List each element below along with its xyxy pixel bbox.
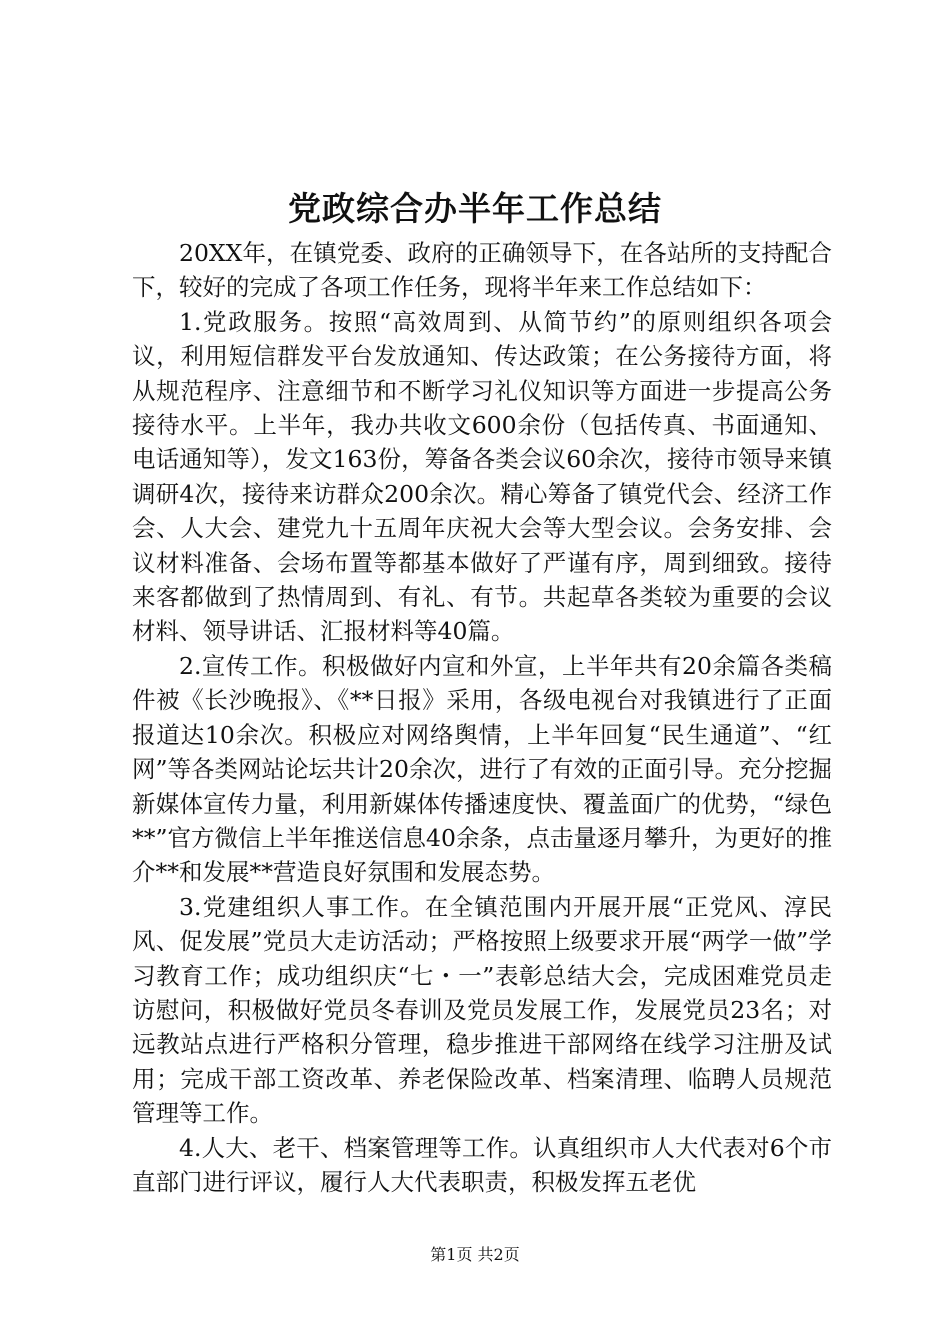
page-number-footer: 第1页 共2页 xyxy=(430,1245,520,1264)
section-1-paragraph: 1.党政服务。按照“高效周到、从简节约”的原则组织各项会议，利用短信群发平台发放通知、传达政策；在公务接待方面，将从规范程序、注意细节和不断学习礼仪知识等方面进一步提高公务接待水平。上半年，我办共收文600余份（包括传真、书面通知、电话通知等），发文163份，筹备各类会议60余次，接待市领导来镇调研4次，接待来访群众200余次。精心筹备了镇党代会、经济工作会、人大会、建党九十五周年庆祝大会等大型会议。会务安排、会议材料准备、会场布置等都基本做好了严谨有序，周到细致。接待来客都做到了热情周到、有礼、有节。共起草各类较为重要的会议材料、领导讲话、汇报材料等40篇。 xyxy=(132,307,832,646)
document-title: 党政综合办半年工作总结 xyxy=(288,189,662,228)
section-3-paragraph: 3.党建组织人事工作。在全镇范围内开展开展“正党风、淳民风、促发展”党员大走访活动；严格按照上级要求开展“两学一做”学习教育工作；成功组织庆“七・一”表彰总结大会，完成困难党员走访慰问，积极做好党员冬春训及党员发展工作，发展党员23名；对远教站点进行严格积分管理，稳步推进干部网络在线学习注册及试用；完成干部工资改革、养老保险改革、档案清理、临聘人员规范管理等工作。 xyxy=(132,892,832,1128)
document-body xyxy=(132,236,832,1199)
section-4-paragraph: 4.人大、老干、档案管理等工作。认真组织市人大代表对6个市直部门进行评议，履行人大代表职责，积极发挥五老优 xyxy=(132,1133,832,1196)
intro-paragraph: 20XX年，在镇党委、政府的正确领导下，在各站所的支持配合下，较好的完成了各项工作任务，现将半年来工作总结如下： xyxy=(132,239,832,302)
section-2-paragraph: 2.宣传工作。积极做好内宣和外宣，上半年共有20余篇各类稿件被《长沙晚报》、《**日报》采用，各级电视台对我镇进行了正面报道达10余次。积极应对网络舆情，上半年回复“民生通道”、“红网”等各类网站论坛共计20余次，进行了有效的正面引导。充分挖掘新媒体宣传力量，利用新媒体传播速度快、覆盖面广的优势，“绿色**”官方微信上半年推送信息40余条，点击量逐月攀升，为更好的推介**和发展**营造良好氛围和发展态势。 xyxy=(132,651,832,887)
